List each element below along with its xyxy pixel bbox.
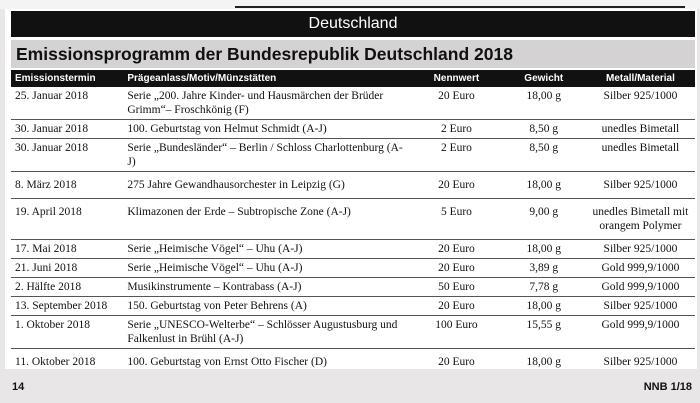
cell-metall: Silber 925/1000 [586, 240, 695, 259]
cell-metall: Silber 925/1000 [586, 172, 695, 199]
cell-metall: unedles Bimetall [586, 120, 695, 139]
header-row [11, 70, 695, 87]
table-row [11, 120, 695, 139]
cell-motiv: Serie „200. Jahre Kinder- und Hausmärchen der Brüder Grimm“– Froschkönig (F) [123, 87, 411, 120]
cell-gewicht: 9,00 g [502, 199, 586, 240]
cell-gewicht: 15,55 g [502, 316, 586, 349]
top-rule [235, 0, 685, 8]
cell-nennwert: 2 Euro [411, 139, 501, 172]
col-header-metall: Metall/Material [586, 70, 695, 87]
cell-gewicht: 18,00 g [502, 297, 586, 316]
cell-metall: Gold 999,9/1000 [586, 316, 695, 349]
emission-table [11, 70, 695, 376]
cell-gewicht: 8,50 g [502, 120, 586, 139]
top-band [0, 0, 700, 9]
cell-date: 19. April 2018 [11, 199, 123, 240]
col-header-motiv: Prägeanlass/Motiv/Münzstätten [123, 70, 411, 87]
cell-motiv: 100. Geburtstag von Helmut Schmidt (A-J) [123, 120, 411, 139]
cell-motiv: Klimazonen der Erde – Subtropische Zone (A-J) [123, 199, 411, 240]
table-row [11, 240, 695, 259]
cell-nennwert: 100 Euro [411, 316, 501, 349]
cell-nennwert: 50 Euro [411, 278, 501, 297]
cell-nennwert: 20 Euro [411, 172, 501, 199]
cell-date: 17. Mai 2018 [11, 240, 123, 259]
cell-metall: Silber 925/1000 [586, 349, 695, 376]
cell-date: 25. Januar 2018 [11, 87, 123, 120]
cell-nennwert: 5 Euro [411, 199, 501, 240]
cell-nennwert: 20 Euro [411, 349, 501, 376]
cell-date: 2. Hälfte 2018 [11, 278, 123, 297]
cell-motiv: 100. Geburtstag von Ernst Otto Fischer (D) [123, 349, 411, 376]
cell-gewicht: 3,89 g [502, 259, 586, 278]
cell-date: 11. Oktober 2018 [11, 349, 123, 376]
page-number: 14 [12, 381, 25, 393]
col-header-date: Emissionstermin [11, 70, 123, 87]
cell-metall: unedles Bimetall [586, 139, 695, 172]
cell-date: 30. Januar 2018 [11, 120, 123, 139]
cell-date: 8. März 2018 [11, 172, 123, 199]
cell-date: 30. Januar 2018 [11, 139, 123, 172]
page-footer [0, 369, 700, 403]
table-row [11, 297, 695, 316]
cell-nennwert: 20 Euro [411, 240, 501, 259]
cell-nennwert: 20 Euro [411, 297, 501, 316]
cell-gewicht: 8,50 g [502, 139, 586, 172]
cell-gewicht: 18,00 g [502, 349, 586, 376]
cell-motiv: 275 Jahre Gewandhausorchester in Leipzig (G) [123, 172, 411, 199]
cell-gewicht: 18,00 g [502, 87, 586, 120]
cell-date: 13. September 2018 [11, 297, 123, 316]
table-row [11, 139, 695, 172]
cell-motiv: Serie „Heimische Vögel“ – Uhu (A-J) [123, 240, 411, 259]
table-heading: Emissionsprogramm der Bundesrepublik Deutschland 2018 [11, 40, 695, 68]
cell-gewicht: 7,78 g [502, 278, 586, 297]
table-row [11, 278, 695, 297]
table-row [11, 259, 695, 278]
cell-gewicht: 18,00 g [502, 172, 586, 199]
table-row [11, 316, 695, 349]
cell-metall: unedles Bimetall mit orangem Polymer [586, 199, 695, 240]
cell-nennwert: 2 Euro [411, 120, 501, 139]
cell-motiv: Serie „Heimische Vögel“ – Uhu (A-J) [123, 259, 411, 278]
cell-metall: Gold 999,9/1000 [586, 259, 695, 278]
table-row [11, 87, 695, 120]
cell-motiv: 150. Geburtstag von Peter Behrens (A) [123, 297, 411, 316]
table-row [11, 172, 695, 199]
page [5, 9, 697, 369]
cell-motiv: Musikinstrumente – Kontrabass (A-J) [123, 278, 411, 297]
cell-metall: Silber 925/1000 [586, 87, 695, 120]
col-header-nennwert: Nennwert [411, 70, 501, 87]
cell-date: 21. Juni 2018 [11, 259, 123, 278]
col-header-gewicht: Gewicht [502, 70, 586, 87]
cell-gewicht: 18,00 g [502, 240, 586, 259]
cell-date: 1. Oktober 2018 [11, 316, 123, 349]
cell-nennwert: 20 Euro [411, 259, 501, 278]
issue-label: NNB 1/18 [643, 381, 692, 393]
section-title: Deutschland [11, 11, 695, 37]
cell-motiv: Serie „Bundesländer“ – Berlin / Schloss Charlottenburg (A-J) [123, 139, 411, 172]
cell-nennwert: 20 Euro [411, 87, 501, 120]
cell-metall: Gold 999,9/1000 [586, 278, 695, 297]
cell-motiv: Serie „UNESCO-Welterbe“ – Schlösser Augustusburg und Falkenlust in Brühl (A-J) [123, 316, 411, 349]
cell-metall: Silber 925/1000 [586, 297, 695, 316]
table-row [11, 199, 695, 240]
